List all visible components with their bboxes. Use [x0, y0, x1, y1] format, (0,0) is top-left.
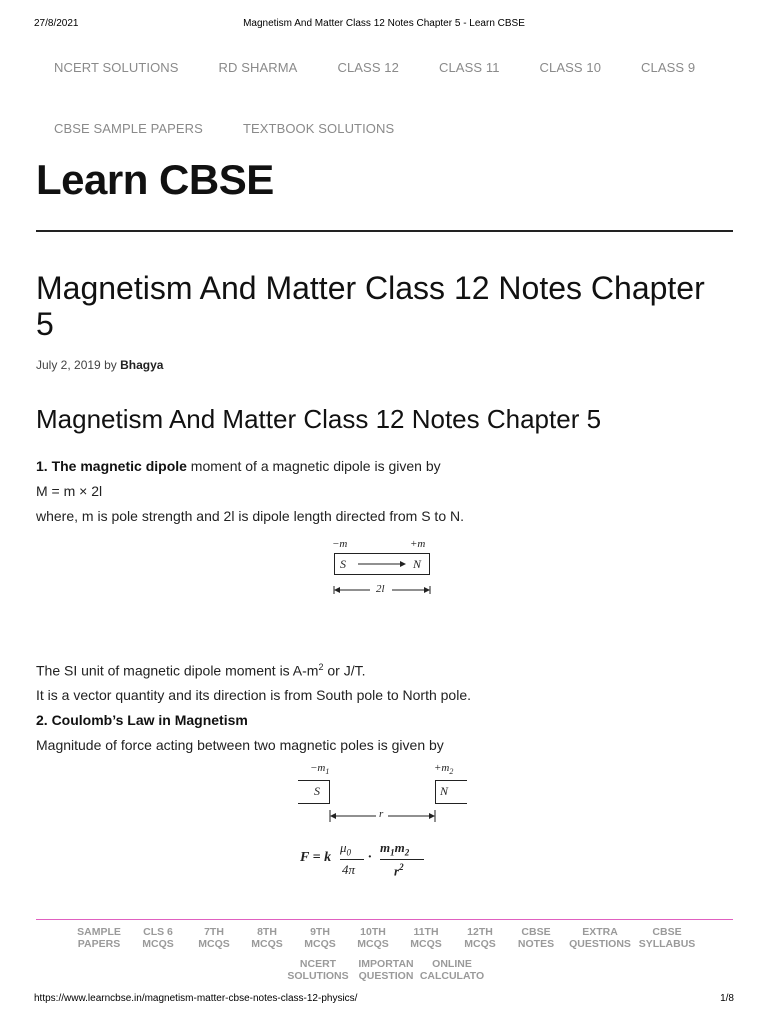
- fig1-n-label: N: [413, 557, 422, 571]
- mu-symbol: μ: [340, 840, 347, 855]
- r-sup: 2: [399, 862, 404, 872]
- nav-link-class-10[interactable]: CLASS 10: [539, 60, 602, 75]
- footer-link-online-calculator[interactable]: [412, 958, 492, 982]
- footer-link-line: MCQS: [142, 938, 174, 950]
- footer-link-line: CBSE: [521, 926, 551, 938]
- footer-link-line: SAMPLE: [77, 926, 121, 938]
- formula-lhs: F = k: [300, 850, 332, 865]
- footer-link-line: ONLINE: [432, 958, 472, 970]
- post-author-link[interactable]: Bhagya: [120, 358, 164, 372]
- fig1-length-label: 2l: [376, 583, 385, 595]
- m1: m: [380, 840, 391, 855]
- site-logo[interactable]: Learn CBSE: [36, 156, 274, 203]
- r: r: [394, 863, 400, 879]
- print-url: https://www.learncbse.in/magnetism-matter-cbse-notes-class-12-physics/: [34, 993, 358, 1004]
- footer-link-line: 7TH: [204, 926, 224, 938]
- fig2-s-label: S: [314, 784, 320, 798]
- m2-sub: 2: [404, 847, 410, 858]
- fig2-distance-arrow: [290, 760, 480, 830]
- nav-link-textbook-solutions[interactable]: TEXTBOOK SOLUTIONS: [242, 121, 395, 136]
- m2: m: [394, 840, 405, 855]
- fig2-pos-sub: 2: [449, 767, 454, 777]
- coulomb-figure: [290, 760, 480, 890]
- footer-link-line: MCQS: [198, 938, 230, 950]
- force-formula: [300, 838, 480, 888]
- footer-link-line: 11TH: [413, 926, 439, 938]
- fig2-distance-label: r: [379, 808, 384, 820]
- fig2-neg-m: −m: [310, 762, 326, 774]
- print-header: [0, 18, 768, 32]
- paragraph-vector: It is a vector quantity and its direction is from South pole to North pole.: [36, 687, 471, 703]
- footer-link-line: SOLUTIONS: [287, 970, 349, 982]
- fig1-pos-pole: +m: [410, 538, 426, 550]
- m1-sub: 1: [390, 847, 395, 858]
- paragraph-magnitude: Magnitude of force acting between two magnetic poles is given by: [36, 737, 444, 753]
- post-title: Magnetism And Matter Class 12 Notes Chapter 5: [36, 270, 705, 342]
- footer-link-line: QUESTIONS: [569, 938, 631, 950]
- footer-link-line: 9TH: [310, 926, 330, 938]
- print-date: 27/8/2021: [34, 18, 79, 29]
- nav-link-ncert-solutions[interactable]: NCERT SOLUTIONS: [54, 60, 179, 75]
- footer-link-line: NCERT: [299, 958, 337, 970]
- formula-frac-bar-2: [380, 859, 424, 860]
- fig1-neg-pole: −m: [332, 538, 348, 550]
- section-title: Magnetism And Matter Class 12 Notes Chapter 5: [36, 404, 602, 434]
- nav-link-class-9[interactable]: CLASS 9: [641, 60, 696, 75]
- top-nav-row-2: [54, 121, 434, 136]
- paragraph-si-unit: [36, 662, 366, 679]
- formula-four-pi: 4π: [342, 862, 356, 877]
- footer-link-line: MCQS: [304, 938, 336, 950]
- nav-link-rd-sharma[interactable]: RD SHARMA: [218, 60, 298, 75]
- formula-denominator: [394, 862, 404, 879]
- si-unit-sup: 2: [318, 662, 324, 672]
- footer-link-cbse-syllabus[interactable]: [627, 926, 707, 950]
- dipole-heading: 1. The magnetic dipole: [36, 458, 187, 474]
- post-by: by: [104, 358, 117, 372]
- footer-link-line: IMPORTAN: [358, 958, 414, 970]
- top-nav-row-1: [54, 60, 735, 75]
- formula-dot: ·: [368, 850, 372, 865]
- nav-link-class-11[interactable]: CLASS 11: [438, 60, 500, 75]
- paragraph-coulomb-heading: [36, 712, 248, 728]
- paragraph-where: where, m is pole strength and 2l is dipole length directed from S to N.: [36, 508, 464, 524]
- paragraph-dipole: [36, 458, 441, 474]
- footer-link-line: MCQS: [410, 938, 442, 950]
- nav-link-class-12[interactable]: CLASS 12: [337, 60, 399, 75]
- footer-link-line: NOTES: [517, 938, 555, 950]
- paragraph-formula-m: M = m × 2l: [36, 483, 103, 499]
- footer-link-line: 12TH: [467, 926, 493, 938]
- formula-frac-bar-1: [340, 859, 364, 860]
- coulomb-heading: 2. Coulomb’s Law in Magnetism: [36, 712, 248, 728]
- footer-divider: [36, 919, 733, 920]
- fig2-pos-m: +m: [434, 762, 450, 774]
- footer-link-line: MCQS: [357, 938, 389, 950]
- footer-link-line: 10TH: [360, 926, 386, 938]
- fig2-n-label: N: [440, 784, 449, 798]
- nav-link-cbse-sample-papers[interactable]: CBSE SAMPLE PAPERS: [54, 121, 203, 136]
- header-divider: [36, 230, 733, 232]
- footer-link-line: PAPERS: [77, 938, 121, 950]
- footer-link-line: MCQS: [251, 938, 283, 950]
- post-date: July 2, 2019: [36, 358, 101, 372]
- print-page-number: 1/8: [720, 993, 734, 1004]
- footer-link-line: MCQS: [464, 938, 496, 950]
- footer-link-line: CALCULATO: [419, 970, 485, 982]
- si-unit-post: or J/T.: [323, 662, 366, 679]
- mu-sub: 0: [346, 847, 352, 858]
- footer-link-line: SYLLABUS: [638, 938, 696, 950]
- fig1-s-label: S: [340, 557, 346, 571]
- formula-mu: [340, 840, 351, 858]
- footer-link-line: CLS 6: [143, 926, 173, 938]
- fig2-neg-sub: 1: [325, 767, 330, 777]
- si-unit-text: The SI unit of magnetic dipole moment is A-m: [36, 662, 319, 679]
- footer-link-line: QUESTION: [358, 970, 414, 982]
- print-title: Magnetism And Matter Class 12 Notes Chapter 5 - Learn CBSE: [243, 18, 525, 29]
- footer-link-line: 8TH: [257, 926, 277, 938]
- formula-numerator: [380, 840, 409, 858]
- footer-link-line: CBSE: [652, 926, 682, 938]
- dipole-figure: [320, 538, 440, 600]
- footer-link-line: EXTRA: [582, 926, 618, 938]
- dipole-text: moment of a magnetic dipole is given by: [186, 458, 441, 474]
- post-meta: [36, 358, 163, 372]
